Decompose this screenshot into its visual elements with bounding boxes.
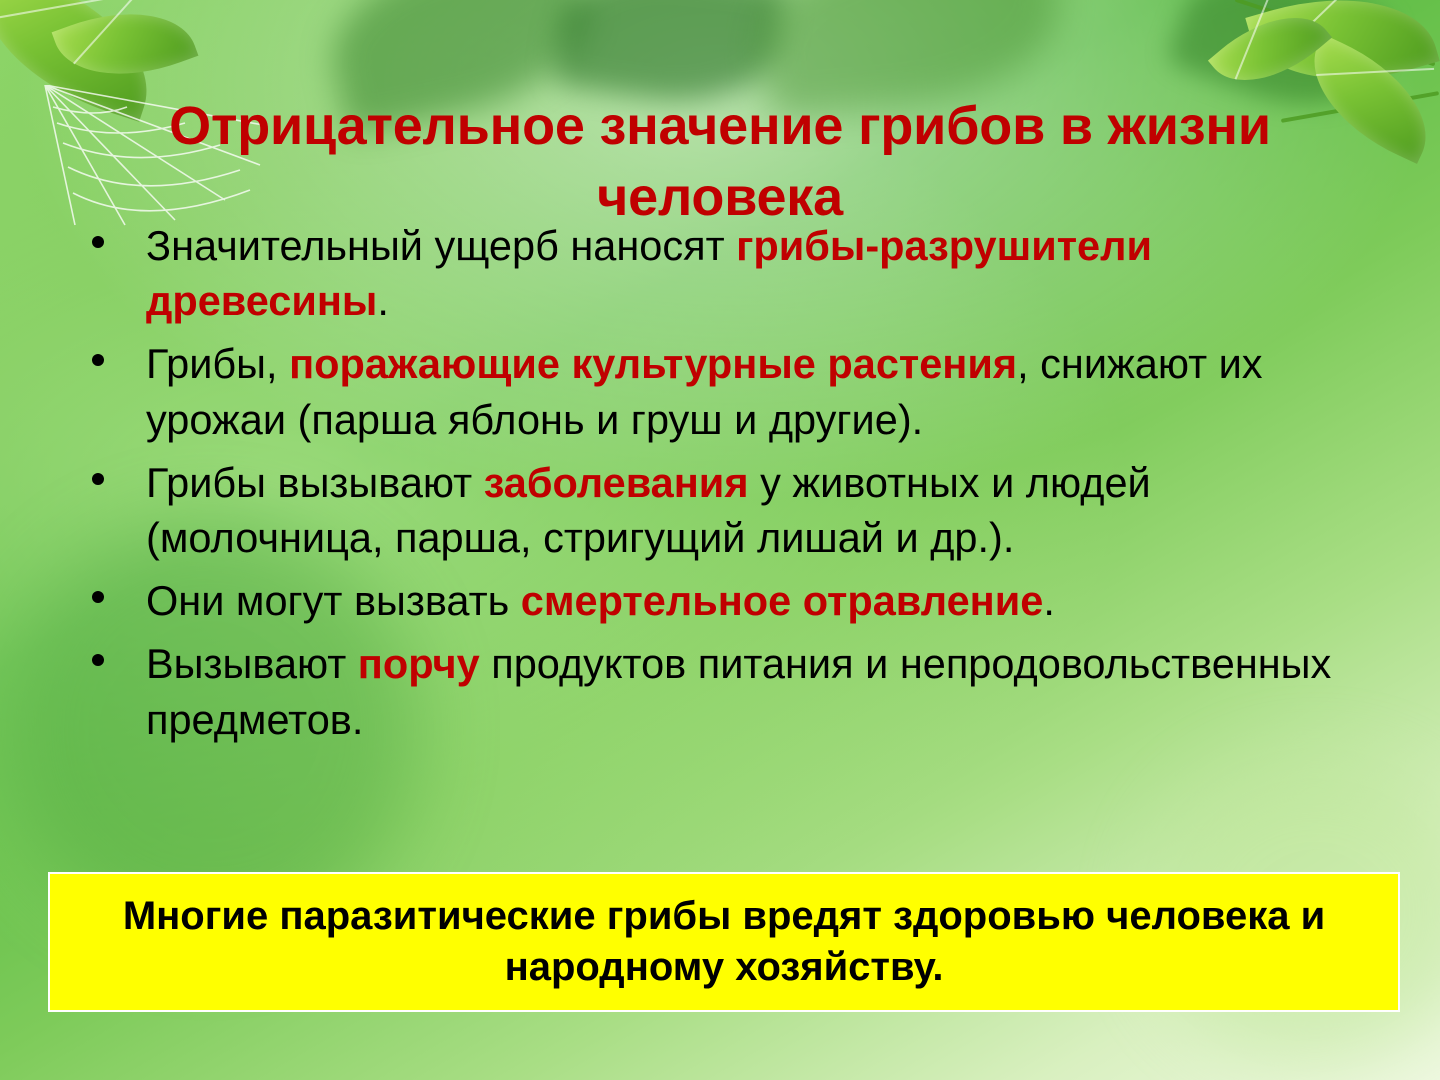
- list-item-text: [146, 577, 1055, 624]
- bullet-dot-icon: [92, 473, 104, 485]
- highlighted-term: порчу: [357, 640, 480, 688]
- plain-text: Грибы,: [146, 340, 290, 388]
- list-item: [78, 455, 1368, 565]
- bullet-dot-icon: [92, 654, 104, 666]
- list-item: [78, 573, 1368, 628]
- plain-text: Они могут вызвать: [146, 577, 521, 625]
- plain-text: .: [1043, 577, 1055, 625]
- plain-text: у животных и людей (молочница, парша, стригущий лишай и др.).: [146, 458, 1151, 561]
- callout-box: [48, 872, 1400, 1012]
- highlighted-term: смертельное отравление: [520, 577, 1044, 625]
- highlighted-term: заболевания: [483, 458, 749, 506]
- plain-text: продуктов питания и непродовольственных предметов.: [146, 640, 1332, 743]
- bullet-dot-icon: [92, 354, 104, 366]
- highlighted-term: поражающие культурные растения: [289, 340, 1018, 388]
- plain-text: Грибы вызывают: [146, 458, 484, 506]
- list-item: [78, 636, 1368, 746]
- list-item: [78, 218, 1368, 328]
- plain-text: Вызывают: [146, 640, 358, 688]
- plain-text: .: [377, 277, 389, 325]
- bullet-dot-icon: [92, 591, 104, 603]
- bullet-list: [78, 218, 1368, 755]
- list-item-text: [146, 640, 1331, 742]
- list-item-text: [146, 222, 1152, 324]
- list-item-text: [146, 340, 1263, 442]
- plain-text: Значительный ущерб наносят: [146, 222, 737, 269]
- highlighted-term: грибы-разрушители древесины: [146, 222, 1153, 325]
- plain-text: , снижают их урожаи (парша яблонь и груш и другие).: [146, 340, 1263, 443]
- callout-text: Многие паразитические грибы вредят здоровью человека и народному хозяйству.: [122, 893, 1326, 989]
- page-title: Отрицательное значение грибов в жизни человека: [169, 96, 1271, 228]
- bullet-dot-icon: [92, 236, 104, 248]
- list-item: [78, 336, 1368, 446]
- list-item-text: [146, 459, 1151, 561]
